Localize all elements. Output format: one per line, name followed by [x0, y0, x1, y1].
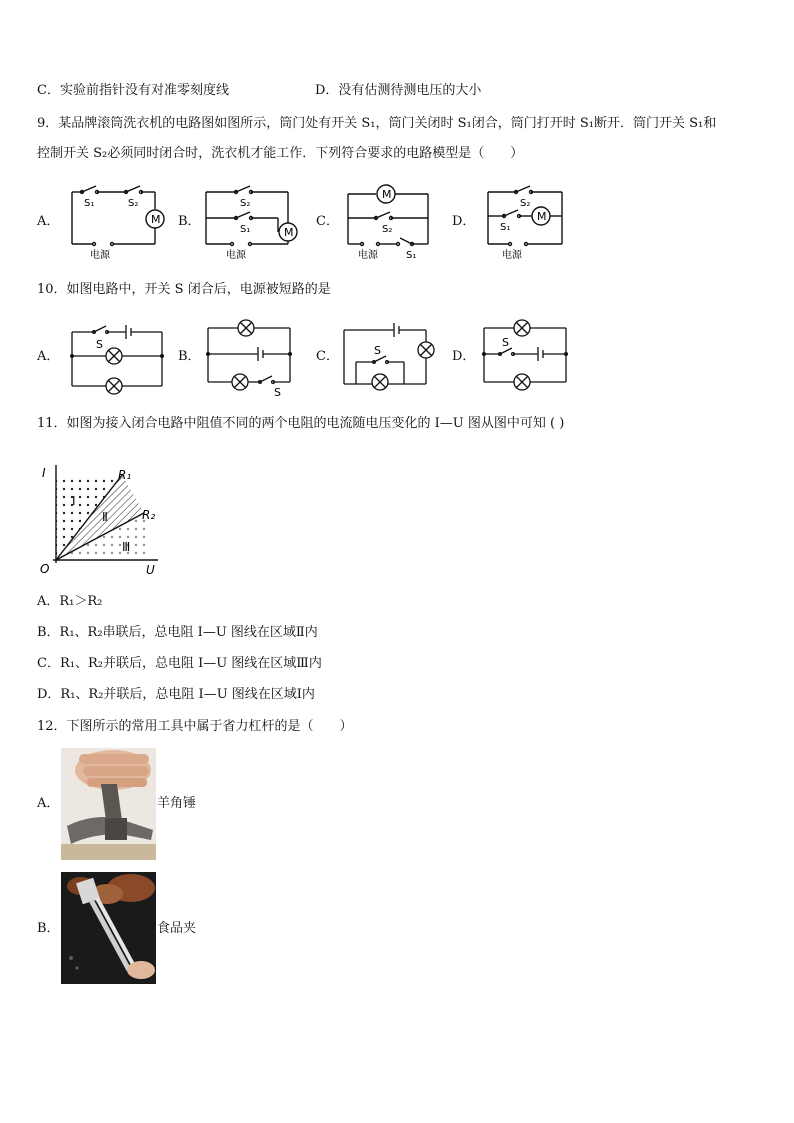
r1-label: R₁: [118, 468, 132, 482]
switch-label: S: [96, 338, 103, 351]
q10-option-b-label: B．: [178, 349, 201, 364]
svg-text:S₂: S₂: [128, 198, 139, 209]
q10-circuit-d: [478, 318, 578, 398]
q9-option-d-label: D．: [452, 214, 476, 229]
q9-option-b-label: B．: [178, 214, 201, 229]
tongs-photo: [61, 872, 156, 984]
q11-option-a: A．R₁＞R₂: [37, 594, 103, 609]
region-2-label: Ⅱ: [102, 510, 108, 524]
svg-text:电源: 电源: [502, 250, 522, 261]
q12-option-b-label: B．: [37, 921, 60, 936]
svg-text:M: M: [382, 188, 392, 201]
q10-circuit-c: [340, 318, 440, 398]
svg-text:S₁: S₁: [500, 222, 511, 233]
q9-option-c-label: C．: [316, 214, 339, 229]
q9-stem-line2: 控制开关 S₂必须同时闭合时，洗衣机才能工作．下列符合要求的电路模型是（ ）: [37, 146, 524, 161]
y-axis-label: I: [42, 466, 46, 480]
q11-option-b: B．R₁、R₂串联后，总电阻 I—U 图线在区域Ⅱ内: [37, 625, 318, 640]
q9-circuit-d: [480, 182, 580, 262]
q11-iu-graph: [38, 455, 173, 580]
svg-text:S₁: S₁: [240, 224, 251, 235]
svg-text:电源: 电源: [226, 250, 246, 261]
q12-option-a-label: A．: [37, 796, 60, 811]
q10-circuit-a: [64, 318, 174, 398]
origin-label: O: [40, 562, 50, 576]
q10-stem: 10．如图电路中，开关 S 闭合后，电源被短路的是: [37, 282, 331, 297]
hammer-photo: [61, 748, 156, 860]
svg-text:S: S: [274, 386, 281, 399]
q9-option-a-label: A．: [37, 214, 60, 229]
svg-text:S: S: [374, 344, 381, 357]
svg-text:电源: 电源: [90, 250, 110, 261]
svg-text:电源: 电源: [358, 250, 378, 261]
svg-text:S₁: S₁: [84, 198, 95, 209]
q9-circuit-c: [340, 182, 440, 262]
svg-text:S₁: S₁: [406, 250, 417, 261]
q11-option-c: C．R₁、R₂并联后，总电阻 I—U 图线在区域Ⅲ内: [37, 656, 322, 671]
q9-circuit-b: [200, 182, 310, 260]
hammer-name: 羊角锤: [157, 796, 197, 811]
svg-text:M: M: [537, 210, 547, 223]
svg-text:S₂: S₂: [520, 198, 531, 209]
svg-text:S₂: S₂: [240, 198, 251, 209]
svg-text:M: M: [284, 226, 294, 239]
svg-text:M: M: [151, 213, 161, 226]
q11-option-d: D．R₁、R₂并联后，总电阻 I—U 图线在区域Ⅰ内: [37, 687, 315, 702]
svg-text:S: S: [502, 336, 509, 349]
q11-stem: 11．如图为接入闭合电路中阻值不同的两个电阻的电流随电压变化的 I—U 图从图中可知 ( ): [37, 416, 565, 431]
q9-circuit-a: [60, 182, 170, 260]
q8-option-d: D．没有估测待测电压的大小: [315, 83, 482, 98]
q10-circuit-b: [202, 318, 302, 398]
region-1-label: Ⅰ: [72, 494, 76, 508]
q9-stem-line1: 9．某品牌滚筒洗衣机的电路图如图所示，筒门处有开关 S₁，筒门关闭时 S₁闭合，筒门打开时 S₁断开．筒门开关 S₁和: [37, 116, 717, 131]
q8-option-c: C．实验前指针没有对准零刻度线: [37, 83, 229, 98]
tongs-name: 食品夹: [157, 921, 197, 936]
q10-option-a-label: A．: [37, 349, 60, 364]
q10-option-c-label: C．: [316, 349, 339, 364]
r2-label: R₂: [142, 508, 156, 522]
svg-text:S₂: S₂: [382, 224, 393, 235]
region-3-label: Ⅲ: [122, 540, 131, 554]
x-axis-label: U: [146, 563, 155, 577]
q10-option-d-label: D．: [452, 349, 476, 364]
q12-stem: 12．下图所示的常用工具中属于省力杠杆的是（ ）: [37, 719, 353, 734]
